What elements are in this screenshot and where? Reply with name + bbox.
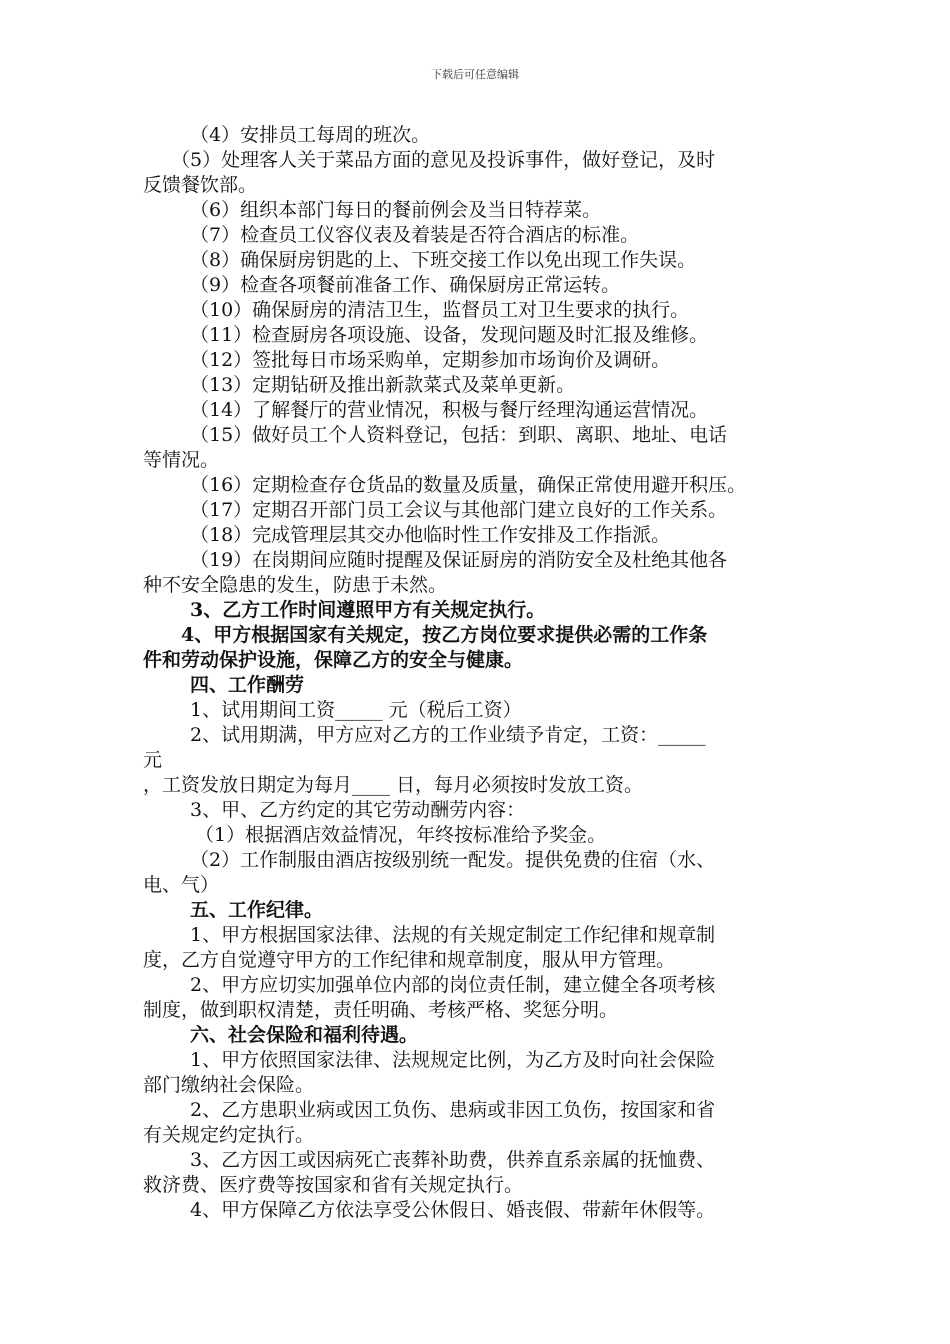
text-line: 度，乙方自觉遵守甲方的工作纪律和规章制度，服从甲方管理。 (143, 949, 676, 971)
text-line: （9）检查各项餐前准备工作、确保厨房正常运转。 (190, 274, 621, 296)
text-line: （4）安排员工每周的班次。 (190, 124, 431, 146)
text-line: （2）工作制服由酒店按级别统一配发。提供免费的住宿（水、 (190, 849, 716, 871)
text-line: （7）检查员工仪容仪表及着装是否符合酒店的标准。 (190, 224, 640, 246)
text-line: （16）定期检查存仓货品的数量及质量，确保正常使用避开积压。 (190, 474, 747, 496)
text-line-bold: 件和劳动保护设施，保障乙方的安全与健康。 (143, 649, 524, 671)
section-heading: 五、工作纪律。 (190, 899, 324, 921)
text-line: 2、甲方应切实加强单位内部的岗位责任制，建立健全各项考核 (190, 974, 716, 996)
text-line: （12）签批每日市场采购单，定期参加市场询价及调研。 (190, 349, 671, 371)
text-line: （6）组织本部门每日的餐前例会及当日特荐菜。 (190, 199, 602, 221)
text-line: 种不安全隐患的发生，防患于未然。 (143, 574, 448, 596)
text-line: 3、乙方因工或因病死亡丧葬补助费，供养直系亲属的抚恤费、 (190, 1149, 716, 1171)
text-line: （15）做好员工个人资料登记，包括：到职、离职、地址、电话 (190, 424, 728, 446)
text-line: 2、乙方患职业病或因工负伤、患病或非因工负伤，按国家和省 (190, 1099, 716, 1121)
text-line: （11）检查厨房各项设施、设备，发现问题及时汇报及维修。 (190, 324, 709, 346)
text-line: （19）在岗期间应随时提醒及保证厨房的消防安全及杜绝其他各 (190, 549, 728, 571)
text-line: （10）确保厨房的清洁卫生，监督员工对卫生要求的执行。 (190, 299, 690, 321)
text-line: 部门缴纳社会保险。 (143, 1074, 315, 1096)
text-line: 4、甲方保障乙方依法享受公休假日、婚丧假、带薪年休假等。 (190, 1199, 716, 1221)
text-line: ，工资发放日期定为每月____ 日，每月必须按时发放工资。 (143, 774, 644, 796)
page-header: 下载后可任意编辑 (431, 68, 519, 81)
text-line: 反馈餐饮部。 (143, 174, 258, 196)
text-line: （13）定期钻研及推出新款菜式及菜单更新。 (190, 374, 576, 396)
text-line: （8）确保厨房钥匙的上、下班交接工作以免出现工作失误。 (190, 249, 697, 271)
text-line-bold: 4、甲方根据国家有关规定，按乙方岗位要求提供必需的工作条 (181, 624, 708, 646)
text-line: 等情况。 (143, 449, 220, 471)
text-line: 2、试用期满，甲方应对乙方的工作业绩予肯定，工资：_____ (190, 724, 706, 746)
text-line: （17）定期召开部门员工会议与其他部门建立良好的工作关系。 (190, 499, 728, 521)
text-line-bold: 3、乙方工作时间遵照甲方有关规定执行。 (190, 599, 546, 621)
text-line: 救济费、医疗费等按国家和省有关规定执行。 (143, 1174, 524, 1196)
text-line: 3、甲、乙方约定的其它劳动酬劳内容： (190, 799, 526, 821)
text-line: 1、甲方依照国家法律、法规规定比例，为乙方及时向社会保险 (190, 1049, 716, 1071)
text-line: 有关规定约定执行。 (143, 1124, 315, 1146)
text-line: （14）了解餐厅的营业情况，积极与餐厅经理沟通运营情况。 (190, 399, 709, 421)
text-line: （5）处理客人关于菜品方面的意见及投诉事件，做好登记，及时 (171, 149, 716, 171)
section-heading: 四、工作酬劳 (190, 674, 305, 696)
text-line: 1、甲方根据国家法律、法规的有关规定制定工作纪律和规章制 (190, 924, 716, 946)
text-line: 电、气） (143, 874, 220, 896)
text-line: 1、试用期间工资_____ 元（税后工资） (190, 699, 522, 721)
text-line: 元 (143, 749, 163, 771)
text-line: （18）完成管理层其交办他临时性工作安排及工作指派。 (190, 524, 671, 546)
text-line: （1）根据酒店效益情况，年终按标准给予奖金。 (195, 824, 607, 846)
text-line: 制度，做到职权清楚，责任明确、考核严格、奖惩分明。 (143, 999, 619, 1021)
section-heading: 六、社会保险和福利待遇。 (190, 1024, 419, 1046)
